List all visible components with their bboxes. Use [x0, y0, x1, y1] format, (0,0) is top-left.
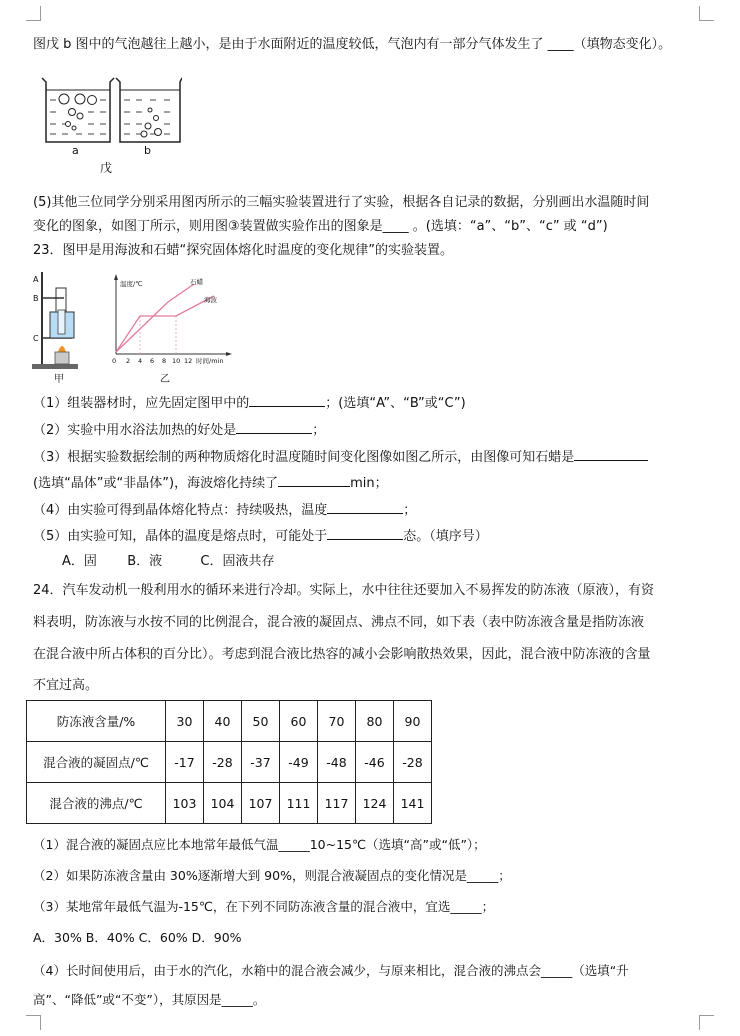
- graph-ylabel: 温度/℃: [120, 280, 143, 288]
- q23-sub4: [33, 501, 416, 520]
- table-cell: 40: [204, 701, 242, 742]
- q23-title: 23．图甲是用海波和石蜡“探究固体熔化时温度的变化规律”的实验装置。: [33, 243, 454, 258]
- q23-sub5: [33, 527, 488, 546]
- q24-sub4-line1: （4）长时间使用后，由于水的汽化，水箱中的混合液会减少，与原来相比，混合液的沸点会_____（选填“升: [33, 963, 629, 978]
- graph-series-paraffin: 石蜡: [190, 278, 203, 286]
- q23-sub3b-text: (选填“晶体”或“非晶体”)，海波熔化持续了: [33, 476, 279, 491]
- figure-yi-label: 乙: [160, 374, 170, 385]
- page-corner-mark: [26, 6, 41, 21]
- q24-sub3: （3）某地常年最低气温为-15℃，在下列不同防冻液含量的混合液中，宜选_____；: [33, 899, 495, 914]
- q23-sub3b-tail: min；: [350, 476, 388, 491]
- graph-xlabel: 时间/min: [196, 357, 224, 365]
- table-cell: -37: [242, 742, 280, 783]
- graph-series-hypo: 海波: [204, 296, 217, 304]
- figure-caption: 戊: [100, 161, 113, 175]
- table-cell: 104: [204, 783, 242, 824]
- table-cell: 90: [394, 701, 432, 742]
- answer-blank[interactable]: [278, 474, 350, 487]
- table-cell: 117: [318, 783, 356, 824]
- table-cell: 60: [280, 701, 318, 742]
- q23-sub4-text: （4）由实验可得到晶体熔化特点：持续吸热，温度: [33, 503, 328, 518]
- q24-sub1: （1）混合液的凝固点应比本地常年最低气温_____10~15℃（选填“高”或“低”）；: [33, 837, 486, 852]
- q23-sub2-tail: ；: [312, 423, 326, 438]
- option-c: C．固液共存: [200, 554, 275, 569]
- q23-sub1-text: （1）组装器材时，应先固定图甲中的: [33, 396, 250, 411]
- beaker-b-label: b: [144, 144, 151, 157]
- option-b: B．液: [127, 554, 163, 569]
- q23-sub3b: [33, 474, 388, 493]
- answer-blank[interactable]: [249, 394, 325, 407]
- q24-para-line3: 在混合液中所占体积的百分比）。考虑到混合液比热容的减小会影响散热效果，因此，混合液中防冻液的含量: [33, 647, 651, 662]
- figure-jia-label: 甲: [54, 374, 64, 385]
- table-cell: -28: [204, 742, 242, 783]
- graph-tick: 8: [162, 357, 167, 365]
- page-corner-mark: [699, 6, 714, 21]
- q22-line1: 图戊 b 图中的气泡越往上越小，是由于水面附近的温度较低，气泡内有一部分气体发生了 ____（填物态变化）。: [33, 37, 672, 52]
- page-corner-mark: [699, 1015, 714, 1030]
- table-cell: 70: [318, 701, 356, 742]
- q23-sub1: [33, 394, 466, 413]
- answer-blank[interactable]: [327, 501, 403, 514]
- table-cell: -28: [394, 742, 432, 783]
- table-row: [27, 742, 432, 783]
- q24-sub3-options: A．30% B．40% C．60% D．90%: [33, 930, 242, 945]
- table-cell: -49: [280, 742, 318, 783]
- q24-para-line2: 料表明，防冻液与水按不同的比例混合，混合液的凝固点、沸点不同，如下表（表中防冻液含量是指防冻液: [33, 615, 645, 630]
- table-cell: 111: [280, 783, 318, 824]
- q23-sub2-text: （2）实验中用水浴法加热的好处是: [33, 423, 237, 438]
- q23-sub2: [33, 421, 325, 440]
- table-cell: 124: [356, 783, 394, 824]
- q23-sub4-tail: ；: [403, 503, 417, 518]
- graph-tick: 6: [150, 357, 155, 365]
- q22-p5-line2: 变化的图象，如图丁所示，则用图③装置做实验作出的图象是____ 。(选填：“a”、“b”、“c” 或 “d”): [33, 219, 608, 234]
- table-row-header: 混合液的凝固点/℃: [27, 742, 166, 783]
- graph-tick: 2: [126, 357, 131, 365]
- table-cell: -48: [318, 742, 356, 783]
- graph-tick: 10: [172, 357, 181, 365]
- page-corner-mark: [26, 1015, 41, 1030]
- q23-sub5-tail: 态。（填序号）: [403, 529, 488, 544]
- table-cell: -17: [166, 742, 204, 783]
- q24-sub4-line2: 高”、“降低”或“不变”），其原因是_____。: [33, 992, 266, 1007]
- table-cell: 30: [166, 701, 204, 742]
- antifreeze-table: [26, 700, 432, 824]
- table-row-header: 混合液的沸点/℃: [27, 783, 166, 824]
- q23-sub1-tail: ；(选填“A”、“B”或“C”): [325, 396, 466, 411]
- q23-sub3a: [33, 448, 648, 467]
- graph-tick: 4: [138, 357, 143, 365]
- table-cell: -46: [356, 742, 394, 783]
- q24-para-line1: 24．汽车发动机一般利用水的循环来进行冷却。实际上，水中往往还要加入不易挥发的防冻液（原液），有资: [33, 583, 655, 598]
- q23-sub5-text: （5）由实验可知，晶体的温度是熔点时，可能处于: [33, 529, 328, 544]
- q22-p5-line1: (5)其他三位同学分别采用图丙所示的三幅实验装置进行了实验，根据各自记录的数据，分别画出水温随时间: [33, 195, 650, 210]
- q24-sub2: （2）如果防冻液含量由 30%逐渐增大到 90%，则混合液凝固点的变化情况是_____；: [33, 868, 511, 883]
- table-row: [27, 701, 432, 742]
- table-row-header: 防冻液含量/%: [27, 701, 166, 742]
- table-cell: 107: [242, 783, 280, 824]
- apparatus-label-c: C: [33, 334, 39, 343]
- table-cell: 50: [242, 701, 280, 742]
- answer-blank[interactable]: [574, 448, 648, 461]
- figure-wu-beakers: [32, 70, 182, 180]
- apparatus-label-b: B: [33, 294, 39, 303]
- table-cell: 80: [356, 701, 394, 742]
- graph-tick: 12: [184, 357, 193, 365]
- q23-sub3a-text: （3）根据实验数据绘制的两种物质熔化时温度随时间变化图像如图乙所示，由图像可知石蜡是: [33, 450, 575, 465]
- q24-para-line4: 不宜过高。: [33, 678, 99, 693]
- table-row: [27, 783, 432, 824]
- beaker-a-label: a: [72, 144, 79, 157]
- figure-jia-apparatus: [32, 268, 88, 386]
- option-a: A．固: [62, 554, 97, 569]
- q23-options: [62, 553, 274, 571]
- figure-yi-graph: [110, 272, 240, 390]
- apparatus-label-a: A: [33, 275, 39, 284]
- answer-blank[interactable]: [327, 527, 403, 540]
- table-cell: 141: [394, 783, 432, 824]
- answer-blank[interactable]: [236, 421, 312, 434]
- graph-origin: 0: [112, 357, 117, 365]
- table-cell: 103: [166, 783, 204, 824]
